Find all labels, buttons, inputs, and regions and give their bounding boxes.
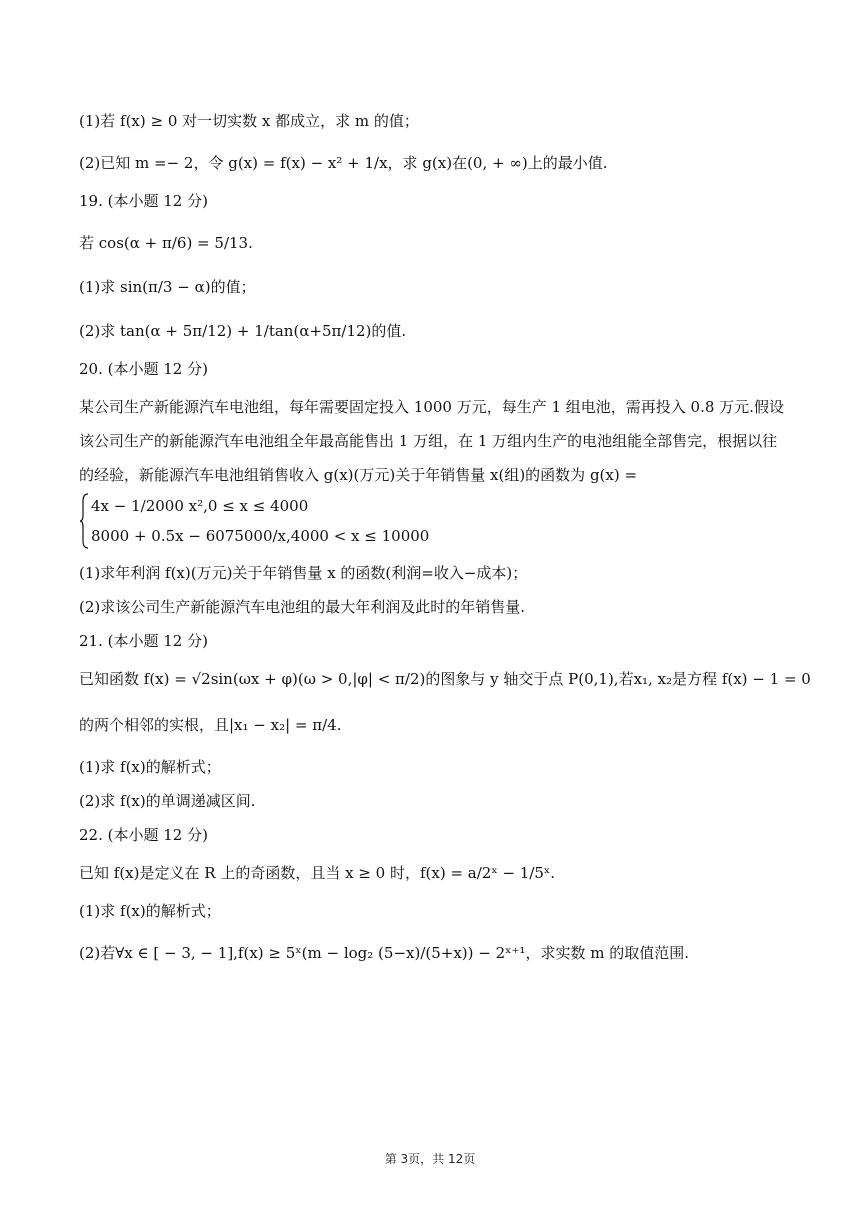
q21-part1: (1)求 f(x)的解析式； [79,758,221,776]
q20-paragraph-line1: 某公司生产新能源汽车电池组，每年需要固定投入 1000 万元，每生产 1 组电池，需再投入 0.8 万元.假设 [79,398,784,416]
q21-heading: 21. (本小题 12 分) [79,632,208,650]
q22-part1: (1)求 f(x)的解析式； [79,902,221,920]
q19-given: 若 cos(α + π/6) = 5/13. [79,234,253,252]
q21-paragraph-line2: 的两个相邻的实根，且|x₁ − x₂| = π/4. [79,716,342,734]
q20-piecewise-case1: 4x − 1/2000 x²,0 ≤ x ≤ 4000 [91,497,309,515]
q20-part2: (2)求该公司生产新能源汽车电池组的最大年利润及此时的年销售量. [79,598,526,616]
q21-part2: (2)求 f(x)的单调递减区间. [79,792,256,810]
piecewise-brace [79,493,89,549]
q19-heading: 19. (本小题 12 分) [79,192,208,210]
q22-heading: 22. (本小题 12 分) [79,826,208,844]
q22-part2: (2)若∀x ∈ [ − 3, − 1],f(x) ≥ 5ˣ(m − log₂ (5−x)/(5+x)) − 2ˣ⁺¹，求实数 m 的取值范围. [79,944,689,962]
q18-part2: (2)已知 m =− 2，令 g(x) = f(x) − x² + 1/x，求 g(x)在(0, + ∞)上的最小值. [79,154,608,172]
q20-paragraph-line3: 的经验，新能源汽车电池组销售收入 g(x)(万元)关于年销售量 x(组)的函数为 g(x) = [79,466,638,484]
q20-paragraph-line2: 该公司生产的新能源汽车电池组全年最高能售出 1 万组，在 1 万组内生产的电池组能全部售完，根据以往 [79,432,778,450]
q21-paragraph-line1: 已知函数 f(x) = √2sin(ωx + φ)(ω > 0,|φ| < π/2)的图象与 y 轴交于点 P(0,1),若x₁, x₂是方程 f(x) − 1 = 0 [79,670,811,688]
page-footer: 第 3页，共 12页 [384,1152,476,1166]
q20-heading: 20. (本小题 12 分) [79,360,208,378]
q19-part1: (1)求 sin(π/3 − α)的值； [79,278,256,296]
q18-part1: (1)若 f(x) ≥ 0 对一切实数 x 都成立，求 m 的值； [79,112,419,130]
q20-part1: (1)求年利润 f(x)(万元)关于年销售量 x 的函数(利润=收入−成本)； [79,564,528,582]
q20-piecewise-case2: 8000 + 0.5x − 6075000/x,4000 < x ≤ 10000 [91,527,430,545]
q22-paragraph: 已知 f(x)是定义在 R 上的奇函数，且当 x ≥ 0 时，f(x) = a/2ˣ − 1/5ˣ. [79,864,556,882]
q19-part2: (2)求 tan(α + 5π/12) + 1/tan(α+5π/12)的值. [79,322,407,340]
